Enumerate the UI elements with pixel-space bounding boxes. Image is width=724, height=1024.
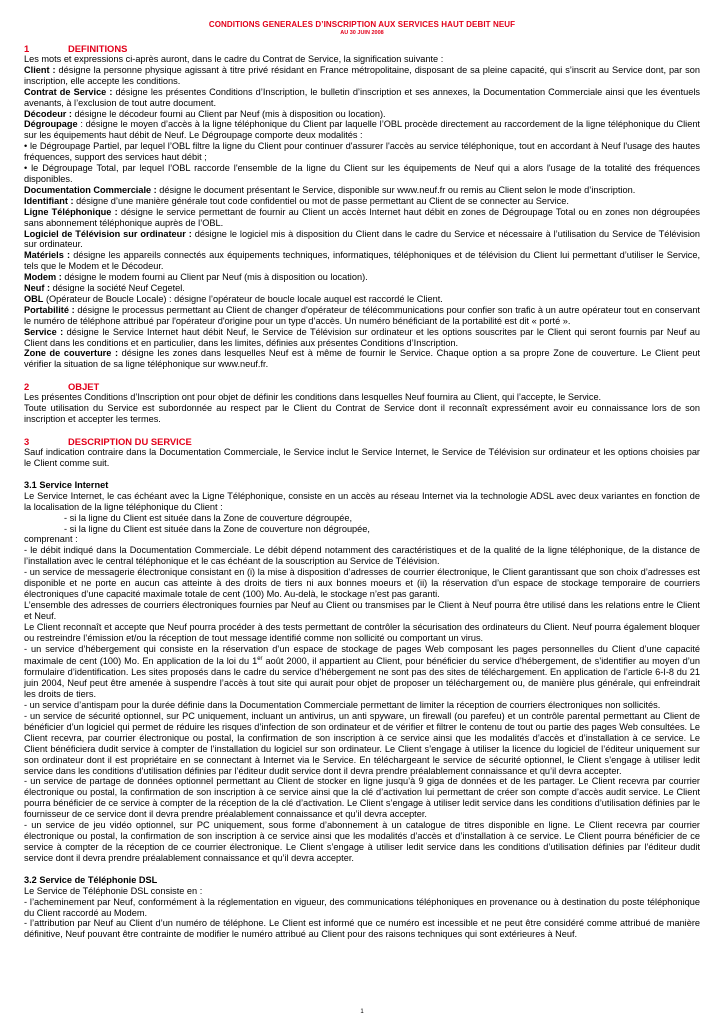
definition-item [24, 185, 700, 196]
definition-item [24, 305, 700, 327]
definition-item [24, 229, 700, 251]
definition-term: Ligne Téléphonique : [24, 206, 118, 217]
definition-text: désigne le Service Internet haut débit Neuf, le Service de Télévision sur ordinateur et les options souscrites par le Client qui seront fournis par Neuf au Client dans les conditions et en particulier, dans les limites, définies aux présentes Conditions d’Inscription. [24, 326, 700, 348]
paragraph [24, 644, 700, 701]
definition-item [24, 65, 700, 87]
definition-item [24, 141, 700, 163]
paragraph: L’ensemble des adresses de courriers électroniques fournies par Neuf au Client ou transmises par le Client à Neuf pourra être utilisé dans les relations entre le Client et Neuf. [24, 599, 700, 621]
definition-text: désigne le service permettant de fournir au Client un accès Internet haut débit en zones de Dégroupage Total ou en zones non dégroupées sans abonnement téléphonique auprès de l’OBL. [24, 206, 700, 228]
paragraph: - un service d’antispam pour la durée définie dans la Documentation Commerciale permettant de limiter la réception de courriers électroniques non sollicités. [24, 700, 661, 711]
section-number: 3 [24, 436, 30, 447]
definition-text: désigne la personne physique agissant à titre privé résidant en France métropolitaine, disposant de sa pleine capacité, qui s’inscrit au Service dont, par son inscription, elle accepte les conditions. [24, 64, 700, 86]
definition-item [24, 163, 700, 185]
definition-text: (Opérateur de Boucle Locale) : désigne l’opérateur de boucle locale auquel est raccordé le Client. [43, 293, 443, 304]
definition-item [24, 348, 700, 370]
zone-item: - si la ligne du Client est située dans la Zone de couverture non dégroupée, [64, 523, 370, 534]
definition-text: : désigne le moyen d’accès à la ligne téléphonique du Client par laquelle l’OBL procède directement au raccordement de la ligne téléphonique du Client sur les équipements haut débit de Neuf. Le Dégroupage comporte deux modalités : [24, 119, 700, 141]
subsection-3-1-title: 3.1 Service Internet [24, 479, 109, 490]
paragraph: Le Client reconnaît et accepte que Neuf pourra procéder à des tests permettant de contrôler la sécurisation des ordinateurs du Client. Neuf pourra également bloquer ou restreindre l’émission et/ou la réception de tout message identifié comme non sollicité ou comportant un virus. [24, 621, 700, 643]
paragraph: - un service de jeu vidéo optionnel, sur PC uniquement, sous forme d’abonnement à un catalogue de titres disponible en ligne. Le Client recevra par courrier électronique ou postal, la confirmation de son inscription à ce service ainsi que les modalités d’accès et d’installation à ce service. Le Client pourra bénéficier de ce service à compter de la réception de ce courrier électronique. Le Client s’engage à utiliser ledit service dans les conditions d’utilisation définies par l’éditeur dudit service dont il devra prendre préalablement connaissance et qu’il devra accepter. [24, 820, 700, 863]
paragraph: Toute utilisation du Service est subordonnée au respect par le Client du Contrat de Service dont il reconnaît expressément avoir eu connaissance lors de son inscription et accepter les termes. [24, 403, 700, 425]
zone-item: - si la ligne du Client est située dans la Zone de couverture dégroupée, [64, 512, 353, 523]
section-3-heading [24, 436, 700, 447]
section-number: 1 [24, 43, 30, 54]
definition-item [24, 294, 700, 305]
definition-item [24, 119, 700, 141]
definition-text: désigne les présentes Conditions d’Inscription, le bulletin d’inscription et ses annexes, la Documentation Commerciale ainsi que les éventuels avenants, à l’exclusion de tout autre document. [24, 86, 700, 108]
definition-text: désigne le processus permettant au Client de changer d'opérateur de télécommunications pour confier son trafic à un autre opérateur tout en conservant le numéro de téléphone attribué par l'opérateur d'origine pour un type d’accès. Un numéro bénéficiant de la portabilité est dit « porté ». [24, 304, 700, 326]
text-run: août 2000, il appartient au Client, pour bénéficier du service d’hébergement, de s’identifier au moyen d’un formulaire d’identification. Les sites proposés dans le cadre du service d’hébergement ne sont pas des sites de téléchargement. En application de l’article 6-I-8 du 21 juin 2004, Neuf peut être amenée à suspendre l’accès à tout site qui aurait pour objet de proposer un téléchargement ou, de manière plus générale, qui enfreindrait les droits de tiers. [24, 656, 701, 700]
section-1-heading [24, 43, 700, 54]
section-2-heading [24, 381, 700, 392]
definition-item [24, 327, 700, 349]
document-title: CONDITIONS GENERALES D’INSCRIPTION AUX SERVICES HAUT DEBIT NEUF [208, 20, 516, 29]
paragraph: Le Service de Téléphonie DSL consiste en : [24, 885, 203, 896]
definition-item [24, 196, 700, 207]
section-number: 2 [24, 381, 30, 393]
definition-term: Contrat de Service : [24, 86, 113, 97]
definition-text: désigne d’une manière générale tout code confidentiel ou mot de passe permettant au Client de se connecter au Service. [73, 195, 569, 206]
definition-text: désigne le document présentant le Service, disponible sur www.neuf.fr ou remis au Client selon le mode d’inscription. [156, 184, 636, 195]
text-run: - un service d’hébergement qui consiste en la réservation d’un espace de stockage de pages Web composant les pages personnelles du Client d’une capacité maximale de cent (100) Mo. En application de la loi du 1 [24, 643, 700, 667]
definition-text: désigne le modem fourni au Client par Neuf (mis à disposition ou location). [61, 272, 368, 283]
definition-text: désigne le décodeur fourni au Client par Neuf (mis à disposition ou location). [72, 108, 386, 119]
definition-term: OBL [24, 293, 44, 304]
document-page [24, 20, 700, 940]
definition-text: désigne la société Neuf Cegetel. [50, 283, 185, 294]
paragraph: comprenant : [24, 534, 78, 545]
definition-term: Dégroupage [24, 119, 78, 130]
paragraph: - un service de sécurité optionnel, sur PC uniquement, incluant un antivirus, un anti spyware, un firewall (ou parefeu) et un contrôle parental permettant au Client de bénéficier d’un logiciel qui permet de réduire les risques d’infection de son ordinateur et de vérifier et filtrer le contenu de tout ou partie des pages Web consultées. Le Client recevra, par courrier électronique ou postal, la confirmation de son inscription à ce service ainsi que les modalités d’accès et d’installation à ce service. Le Client bénéficiera dudit service à compter de l’installation du logiciel sur son ordinateur. Le Client s’engage à utiliser la licence du logiciel de l’éditeur uniquement sur son ordinateur dont il est propriétaire en se connectant à Internet via le Service. En téléchargeant le service de sécurité optionnel, le Client s’engage à utiliser ledit service dans les conditions d’utilisation définies par l’éditeur dudit service dont il devra prendre préalablement connaissance et qu’il devra accepter. [24, 711, 700, 776]
definition-term: Modem : [24, 272, 62, 283]
section-1-intro: Les mots et expressions ci-après auront, dans le cadre du Contrat de Service, la signification suivante : [24, 54, 444, 64]
document-date: AU 30 JUIN 2008 [340, 30, 384, 36]
definition-text: désigne les appareils connectés aux équipements techniques, informatiques, téléphoniques et de télévision du Client lui permettant d’utiliser le Service, tels que le Modem et le Décodeur. [24, 250, 700, 272]
paragraph: Les présentes Conditions d’Inscription ont pour objet de définir les conditions dans lesquelles Neuf fournira au Client, qui l’accepte, le Service. [24, 392, 602, 403]
definition-term: Documentation Commerciale : [24, 184, 157, 195]
definition-item [24, 207, 700, 229]
definition-item [24, 109, 700, 120]
section-title: DEFINITIONS [68, 43, 128, 54]
definition-text: • le Dégroupage Partiel, par lequel l’OBL filtre la ligne du Client pour continuer d'assurer l'accès au service téléphonique, tout en accordant à Neuf l'usage des hautes fréquences, support des services haut débit ; [24, 141, 700, 163]
definition-term: Zone de couverture : [24, 348, 119, 359]
definition-text: • le Dégroupage Total, par lequel l’OBL raccorde l'ensemble de la ligne du Client sur les équipements de Neuf qui a alors l'usage de la totalité des fréquences disponibles. [24, 163, 700, 184]
definition-text: désigne le logiciel mis à disposition du Client dans le cadre du Service et nécessaire à l’utilisation du Service de Télévision sur ordinateur. [24, 228, 700, 250]
paragraph: Le Service Internet, le cas échéant avec la Ligne Téléphonique, consiste en un accès au réseau Internet via la technologie ADSL avec deux variantes en fonction de la localisation de la ligne téléphonique du Client : [24, 490, 700, 512]
paragraph: - l’acheminement par Neuf, conformément à la réglementation en vigueur, des communications téléphoniques en provenance ou à destination du poste téléphonique du Client raccordé au Modem. [24, 896, 700, 918]
definition-term: Client : [24, 64, 56, 75]
definition-term: Service : [24, 326, 64, 337]
definition-term: Identifiant : [24, 195, 74, 206]
paragraph: - un service de partage de données optionnel permettant au Client de stocker en ligne jusqu’à 9 giga de données et de les partager. Le Client recevra par courrier électronique ou postal, la confirmation de son inscription à ce service ainsi que la clé d’activation lui permettant de créer son compte d’accès audit service. Le Client pourra bénéficier de ce service à compter de la réception de la clé d’activation. Le Client s’engage à utiliser ledit service dans les conditions d’utilisation définies par le fournisseur de ce service dont il devra prendre préalablement connaissance et qu’il devra accepter. [24, 776, 700, 820]
paragraph: - un service de messagerie électronique consistant en (i) la mise à disposition d’adresses de courrier électronique, le Client garantissant que son choix d’adresses est disponible et ne porte en aucun cas atteinte à des droits de tiers ni aux bonnes moeurs et (ii) la réservation d’un espace de stockage temporaire de courriers électroniques d’une capacité maximale totale de cent (100) Mo. Au-delà, le stockage n’est pas garanti. [24, 567, 700, 599]
section-3-intro: Sauf indication contraire dans la Documentation Commerciale, le Service inclut le Service Internet, le Service de Télévision sur ordinateur et les options choisies par le Client comme suit. [24, 447, 700, 468]
definition-item [24, 272, 700, 283]
subsection-3-2-title: 3.2 Service de Téléphonie DSL [24, 874, 158, 885]
definition-term: Décodeur : [24, 108, 72, 119]
definitions-list [24, 65, 700, 370]
definition-term: Portabilité : [24, 304, 75, 315]
paragraph: - le débit indiqué dans la Documentation Commerciale. Le débit dépend notamment des caractéristiques et de la qualité de la ligne téléphonique, de la distance de l’installation avec le central téléphonique et le cas échéant de la souscription au Service de Télévision. [24, 545, 700, 567]
definition-item [24, 283, 700, 294]
superscript: er [257, 656, 263, 663]
definition-term: Logiciel de Télévision sur ordinateur : [24, 228, 192, 239]
definition-item [24, 250, 700, 272]
section-title: OBJET [68, 381, 100, 393]
definition-text: désigne les zones dans lesquelles Neuf est à même de fournir le Service. Chaque option a sa propre Zone de couverture. Le Client peut vérifier la situation de sa ligne téléphonique sur www.neuf.fr. [24, 348, 700, 370]
definition-item [24, 87, 700, 109]
definition-term: Neuf : [24, 283, 51, 294]
page-number: 1 [360, 1009, 364, 1015]
paragraph: - l’attribution par Neuf au Client d’un numéro de téléphone. Le Client est informé que ce numéro est incessible et ne peut être considéré comme attribué de manière définitive, Neuf pouvant être contrainte de modifier le numéro attribué au Client pour des raisons techniques qui sont extérieures à Neuf. [24, 918, 700, 940]
section-title: DESCRIPTION DU SERVICE [68, 436, 192, 447]
definition-term: Matériels : [24, 250, 71, 261]
